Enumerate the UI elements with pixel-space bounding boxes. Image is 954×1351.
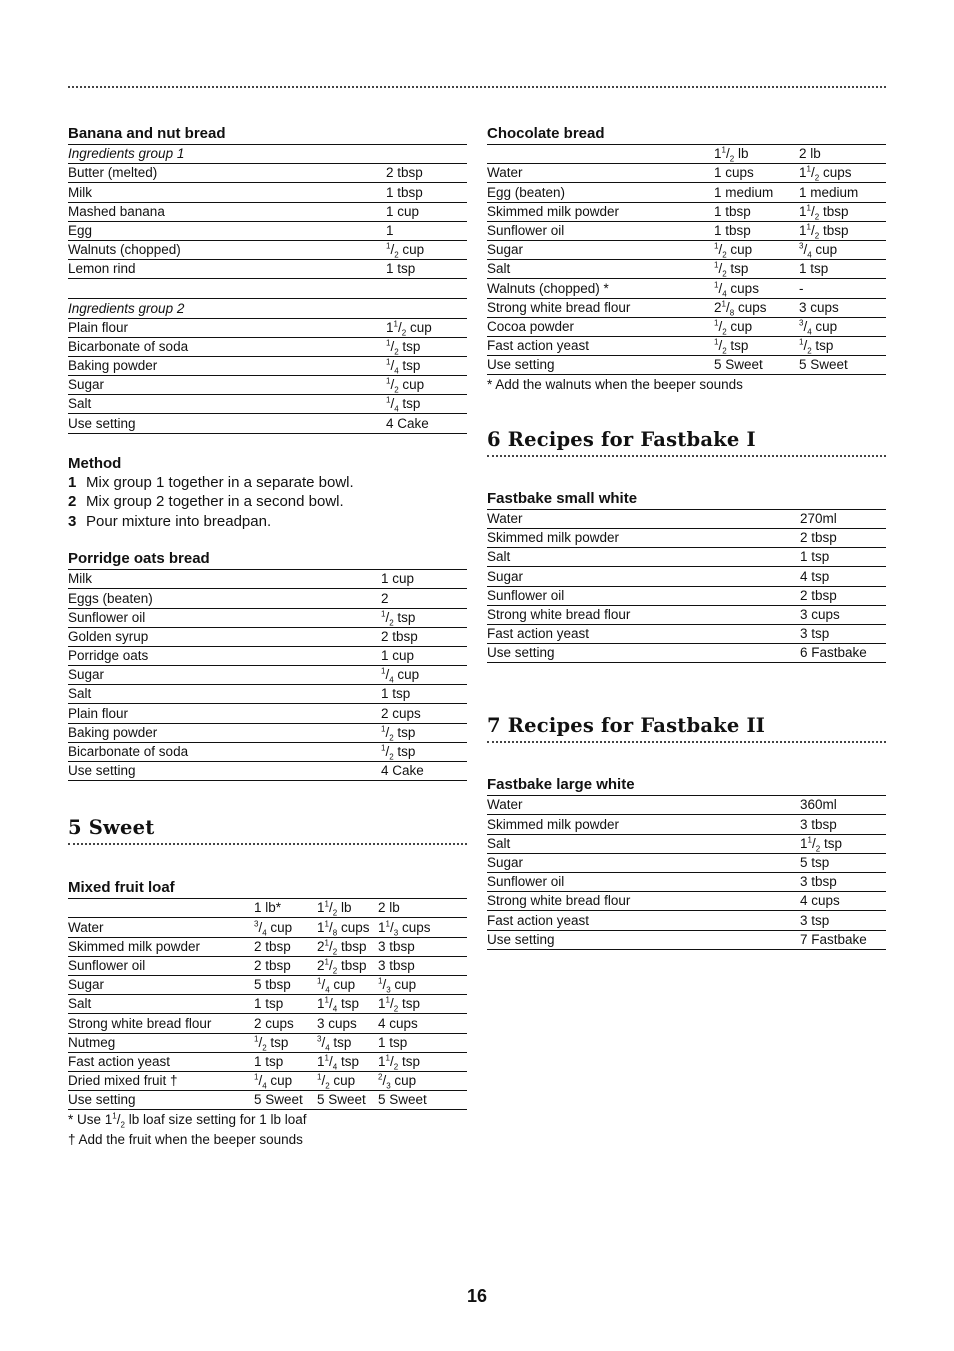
ingredient-name: Ingredients group 1 — [68, 145, 386, 164]
ingredient-name: Sunflower oil — [487, 586, 800, 605]
ingredient-name: Water — [487, 164, 714, 183]
ingredient-name: Sugar — [487, 240, 714, 259]
ingredient-quantity: 1 lb* — [254, 899, 317, 918]
fastbake-small-white-title: Fastbake small white — [487, 489, 886, 510]
ingredient-name: Water — [487, 796, 800, 815]
ingredient-quantity: 7 Fastbake — [800, 930, 886, 949]
table-row — [487, 930, 886, 949]
ingredient-quantity — [386, 299, 467, 318]
ingredient-quantity: 5 Sweet — [378, 1091, 467, 1110]
ingredient-group-label — [68, 145, 467, 164]
table-row — [487, 164, 886, 183]
ingredient-name: Eggs (beaten) — [68, 589, 381, 608]
table-row — [487, 892, 886, 911]
table-row — [487, 356, 886, 375]
ingredient-quantity: $1^1/_2$ tsp — [378, 1052, 467, 1071]
table-row — [487, 586, 886, 605]
table-row — [487, 911, 886, 930]
section-6-heading: 6 Recipes for Fastbake I — [487, 427, 886, 457]
table-row — [68, 183, 467, 202]
ingredient-quantity: $1^1/_2$ lb — [317, 899, 378, 918]
ingredient-quantity: 1 tsp — [799, 260, 886, 279]
step-number: 1 — [68, 473, 77, 491]
method-step — [68, 492, 467, 512]
ingredient-name: Porridge oats — [68, 646, 381, 665]
ingredient-quantity: 1 tsp — [254, 995, 317, 1014]
ingredient-quantity: $^1/_2$ cup — [386, 376, 467, 395]
ingredient-name: Plain flour — [68, 704, 381, 723]
ingredient-name: Strong white bread flour — [487, 892, 800, 911]
ingredient-name: Salt — [487, 260, 714, 279]
ingredient-name: Strong white bread flour — [487, 605, 800, 624]
table-row — [487, 624, 886, 643]
ingredient-name: Sugar — [487, 567, 800, 586]
table-row — [68, 742, 467, 761]
ingredient-name: Skimmed milk powder — [487, 815, 800, 834]
ingredient-name: Cocoa powder — [487, 317, 714, 336]
ingredient-quantity: $^1/_4$ tsp — [386, 395, 467, 414]
ingredient-name: Salt — [68, 685, 381, 704]
section-5-heading: 5 Sweet — [68, 815, 467, 845]
ingredient-quantity: $^1/_4$ tsp — [386, 356, 467, 375]
ingredient-quantity: 2 tbsp — [254, 937, 317, 956]
ingredient-name: Walnuts (chopped) — [68, 240, 386, 259]
ingredient-quantity: $^1/_2$ tsp — [714, 260, 799, 279]
ingredient-quantity: 1 tsp — [381, 685, 467, 704]
table-row — [487, 567, 886, 586]
ingredient-quantity: $2^1/_8$ cups — [714, 298, 799, 317]
ingredient-quantity: 4 Cake — [386, 414, 467, 433]
ingredient-name: Butter (melted) — [68, 164, 386, 183]
left-column — [68, 124, 467, 1149]
ingredient-quantity: 2 tbsp — [254, 956, 317, 975]
ingredient-quantity: 2 tbsp — [800, 586, 886, 605]
ingredient-quantity: 1 tbsp — [386, 183, 467, 202]
ingredient-name: Sunflower oil — [487, 873, 800, 892]
chocolate-note: * Add the walnuts when the beeper sounds — [487, 377, 743, 393]
ingredient-quantity: $^1/_2$ tsp — [381, 742, 467, 761]
ingredient-quantity: $^1/_2$ cup — [386, 240, 467, 259]
ingredient-name: Salt — [487, 834, 800, 853]
ingredient-name: Sugar — [68, 666, 381, 685]
ingredient-quantity: 3 cups — [799, 298, 886, 317]
table-row — [68, 918, 467, 937]
ingredient-quantity: 1 medium — [714, 183, 799, 202]
ingredient-quantity: 5 Sweet — [317, 1091, 378, 1110]
ingredient-quantity: 1 cup — [381, 646, 467, 665]
ingredient-quantity: $^1/_2$ tsp — [381, 608, 467, 627]
ingredient-quantity: 5 Sweet — [714, 356, 799, 375]
ingredient-quantity: $1^1/_2$ tbsp — [799, 202, 886, 221]
table-row — [68, 608, 467, 627]
table-row — [68, 1014, 467, 1033]
ingredient-quantity: 1 cup — [386, 202, 467, 221]
table-row — [68, 937, 467, 956]
table-row — [68, 995, 467, 1014]
ingredient-quantity: $1^1/_3$ cups — [378, 918, 467, 937]
table-row — [68, 202, 467, 221]
table-row — [68, 723, 467, 742]
ingredient-group-label — [68, 299, 467, 318]
ingredient-name: Egg — [68, 221, 386, 240]
ingredient-name: Sunflower oil — [68, 956, 254, 975]
table-row — [68, 762, 467, 781]
table-row — [68, 356, 467, 375]
fastbake-large-white-table — [487, 796, 886, 950]
ingredient-quantity: $^1/_2$ cup — [714, 240, 799, 259]
page-number: 16 — [466, 1286, 488, 1306]
ingredient-quantity: 1 cups — [714, 164, 799, 183]
ingredient-quantity: $1^1/_2$ tbsp — [799, 221, 886, 240]
table-row — [68, 589, 467, 608]
ingredient-quantity: $^1/_2$ tsp — [254, 1033, 317, 1052]
table-row — [487, 873, 886, 892]
ingredient-quantity: $1^1/_2$ tsp — [378, 995, 467, 1014]
ingredient-quantity: 2 tbsp — [381, 627, 467, 646]
ingredient-quantity: 4 tsp — [800, 567, 886, 586]
right-column — [487, 124, 886, 950]
ingredient-name: Water — [487, 510, 800, 529]
table-row — [487, 853, 886, 872]
ingredient-name: Egg (beaten) — [487, 183, 714, 202]
banana-bread-title: Banana and nut bread — [68, 124, 467, 145]
ingredient-quantity: $^1/_2$ cup — [714, 317, 799, 336]
method-steps — [68, 473, 467, 532]
ingredient-quantity: $^3/_4$ cup — [799, 317, 886, 336]
ingredient-quantity: $1^1/_2$ tsp — [800, 834, 886, 853]
table-row — [487, 336, 886, 355]
porridge-bread-table — [68, 570, 467, 781]
ingredient-name: Dried mixed fruit † — [68, 1071, 254, 1090]
ingredient-name: Milk — [68, 183, 386, 202]
step-text: Pour mixture into breadpan. — [86, 512, 272, 530]
step-number: 3 — [68, 512, 77, 530]
ingredient-name: Fast action yeast — [487, 336, 714, 355]
ingredient-quantity: 3 tbsp — [378, 937, 467, 956]
ingredient-quantity: $1^1/_4$ tsp — [317, 1052, 378, 1071]
ingredient-name: Salt — [68, 995, 254, 1014]
ingredient-name: Sugar — [68, 376, 386, 395]
chocolate-bread-title: Chocolate bread — [487, 124, 886, 145]
table-row — [68, 318, 467, 337]
ingredient-quantity: 1 medium — [799, 183, 886, 202]
step-text: Mix group 1 together in a separate bowl. — [86, 473, 354, 491]
table-row — [487, 644, 886, 663]
table-row — [68, 260, 467, 279]
ingredient-name: Use setting — [68, 762, 381, 781]
ingredient-name: Skimmed milk powder — [487, 202, 714, 221]
table-row — [487, 528, 886, 547]
ingredient-name: Water — [68, 918, 254, 937]
ingredient-quantity: 2 lb — [799, 145, 886, 164]
ingredient-name: Sunflower oil — [68, 608, 381, 627]
ingredient-quantity: $^1/_2$ tsp — [386, 337, 467, 356]
ingredient-name: Walnuts (chopped) * — [487, 279, 714, 298]
ingredient-quantity: $^1/_4$ cup — [381, 666, 467, 685]
mixed-fruit-notes — [68, 1110, 467, 1149]
ingredient-quantity: $^1/_2$ cup — [317, 1071, 378, 1090]
table-row — [68, 1033, 467, 1052]
ingredient-name: Salt — [68, 395, 386, 414]
ingredient-quantity: $1^1/_2$ cup — [386, 318, 467, 337]
ingredient-quantity: 5 Sweet — [254, 1091, 317, 1110]
table-row — [487, 834, 886, 853]
table-row — [68, 1091, 467, 1110]
ingredient-name: Baking powder — [68, 356, 386, 375]
ingredient-quantity — [386, 145, 467, 164]
ingredient-quantity: $^1/_2$ tsp — [714, 336, 799, 355]
column-header-row — [68, 899, 467, 918]
ingredient-name: Nutmeg — [68, 1033, 254, 1052]
ingredient-quantity: 1 tsp — [254, 1052, 317, 1071]
ingredient-quantity: 1 tbsp — [714, 202, 799, 221]
ingredient-quantity: 6 Fastbake — [800, 644, 886, 663]
table-row — [68, 240, 467, 259]
table-row — [487, 279, 886, 298]
ingredient-name: Use setting — [487, 356, 714, 375]
ingredient-quantity: $1^1/_2$ lb — [714, 145, 799, 164]
table-row — [487, 317, 886, 336]
porridge-bread-title: Porridge oats bread — [68, 549, 467, 570]
ingredient-quantity: $^1/_4$ cup — [317, 975, 378, 994]
table-row — [487, 221, 886, 240]
method-step — [68, 512, 467, 532]
table-row — [68, 395, 467, 414]
ingredient-quantity: 270ml — [800, 510, 886, 529]
ingredient-quantity: 3 tbsp — [378, 956, 467, 975]
ingredient-name: Use setting — [68, 1091, 254, 1110]
ingredient-name: Mashed banana — [68, 202, 386, 221]
table-row — [68, 221, 467, 240]
column-header-row — [487, 145, 886, 164]
footnote: † Add the fruit when the beeper sounds — [68, 1131, 303, 1147]
table-row — [68, 956, 467, 975]
table-row — [68, 975, 467, 994]
footnote: * Use $1^1/_2$ lb loaf size setting for 1 lb loaf — [68, 1111, 307, 1130]
ingredient-quantity: - — [799, 279, 886, 298]
ingredient-quantity: 1 cup — [381, 570, 467, 589]
table-row — [487, 183, 886, 202]
table-row — [68, 1052, 467, 1071]
table-row — [487, 796, 886, 815]
ingredient-name — [487, 145, 714, 164]
top-dotted-rule — [68, 86, 886, 88]
ingredient-quantity: 3 cups — [800, 605, 886, 624]
ingredient-quantity: 3 tsp — [800, 624, 886, 643]
section-7-heading: 7 Recipes for Fastbake II — [487, 713, 886, 743]
ingredient-name: Sugar — [487, 853, 800, 872]
method-title: Method — [68, 454, 122, 472]
ingredient-quantity: 1 — [386, 221, 467, 240]
table-row — [487, 260, 886, 279]
ingredient-quantity: 5 tsp — [800, 853, 886, 872]
ingredient-name: Golden syrup — [68, 627, 381, 646]
method-step — [68, 473, 467, 493]
ingredient-quantity: 1 tbsp — [714, 221, 799, 240]
ingredient-name: Fast action yeast — [487, 624, 800, 643]
ingredient-quantity: 2 lb — [378, 899, 467, 918]
ingredient-quantity: 5 tbsp — [254, 975, 317, 994]
ingredient-quantity: 3 tbsp — [800, 873, 886, 892]
ingredient-quantity: $1^1/_2$ cups — [799, 164, 886, 183]
ingredient-name: Ingredients group 2 — [68, 299, 386, 318]
fastbake-large-white-title: Fastbake large white — [487, 775, 886, 796]
table-row — [68, 414, 467, 433]
table-row — [68, 376, 467, 395]
ingredient-quantity: 2 cups — [381, 704, 467, 723]
ingredient-quantity: 3 tbsp — [800, 815, 886, 834]
ingredient-name: Use setting — [68, 414, 386, 433]
ingredient-quantity: $^2/_3$ cup — [378, 1071, 467, 1090]
table-row — [487, 202, 886, 221]
spacer-row — [68, 279, 467, 299]
ingredient-name: Fast action yeast — [487, 911, 800, 930]
ingredient-quantity: 5 Sweet — [799, 356, 886, 375]
chocolate-bread-table — [487, 145, 886, 375]
ingredient-quantity: 360ml — [800, 796, 886, 815]
ingredient-name: Sunflower oil — [487, 221, 714, 240]
fastbake-small-white-table — [487, 510, 886, 664]
table-row — [68, 570, 467, 589]
table-row — [487, 815, 886, 834]
ingredient-quantity: 4 cups — [378, 1014, 467, 1033]
ingredient-quantity: $^3/_4$ tsp — [317, 1033, 378, 1052]
ingredient-quantity: $1^1/_4$ tsp — [317, 995, 378, 1014]
step-number: 2 — [68, 493, 77, 511]
ingredient-name: Fast action yeast — [68, 1052, 254, 1071]
ingredient-quantity: 2 tbsp — [800, 528, 886, 547]
ingredient-quantity: $^1/_2$ tsp — [799, 336, 886, 355]
ingredient-quantity: $1^1/_8$ cups — [317, 918, 378, 937]
ingredient-quantity: $2^1/_2$ tbsp — [317, 956, 378, 975]
ingredient-quantity: 1 tsp — [386, 260, 467, 279]
ingredient-name: Skimmed milk powder — [68, 937, 254, 956]
ingredient-quantity: 1 tsp — [378, 1033, 467, 1052]
ingredient-name: Milk — [68, 570, 381, 589]
table-row — [68, 685, 467, 704]
ingredient-quantity: $^1/_4$ cup — [254, 1071, 317, 1090]
ingredient-quantity: 3 cups — [317, 1014, 378, 1033]
ingredient-name — [68, 899, 254, 918]
ingredient-name: Use setting — [487, 644, 800, 663]
table-row — [68, 337, 467, 356]
mixed-fruit-loaf-table — [68, 899, 467, 1110]
ingredient-name: Strong white bread flour — [487, 298, 714, 317]
ingredient-quantity: 4 cups — [800, 892, 886, 911]
ingredient-quantity: $^1/_4$ cups — [714, 279, 799, 298]
ingredient-quantity: $^3/_4$ cup — [254, 918, 317, 937]
ingredient-quantity: 2 tbsp — [386, 164, 467, 183]
ingredient-quantity: 2 cups — [254, 1014, 317, 1033]
ingredient-name: Bicarbonate of soda — [68, 742, 381, 761]
table-row — [68, 164, 467, 183]
table-row — [68, 646, 467, 665]
table-row — [487, 240, 886, 259]
ingredient-name: Baking powder — [68, 723, 381, 742]
table-row — [68, 627, 467, 646]
table-row — [487, 510, 886, 529]
ingredient-name: Strong white bread flour — [68, 1014, 254, 1033]
ingredient-name: Bicarbonate of soda — [68, 337, 386, 356]
ingredient-quantity: 1 tsp — [800, 548, 886, 567]
ingredient-quantity: $^1/_2$ tsp — [381, 723, 467, 742]
table-row — [487, 548, 886, 567]
step-text: Mix group 2 together in a second bowl. — [86, 493, 344, 511]
ingredient-quantity: $2^1/_2$ tbsp — [317, 937, 378, 956]
ingredient-quantity: 2 — [381, 589, 467, 608]
ingredient-quantity: 3 tsp — [800, 911, 886, 930]
ingredient-name: Sugar — [68, 975, 254, 994]
table-row — [487, 605, 886, 624]
banana-bread-table — [68, 145, 467, 434]
ingredient-quantity: $^1/_3$ cup — [378, 975, 467, 994]
table-row — [68, 1071, 467, 1090]
ingredient-name: Skimmed milk powder — [487, 528, 800, 547]
ingredient-name: Use setting — [487, 930, 800, 949]
ingredient-quantity: $^3/_4$ cup — [799, 240, 886, 259]
table-row — [487, 298, 886, 317]
table-row — [68, 704, 467, 723]
ingredient-name: Plain flour — [68, 318, 386, 337]
ingredient-name: Lemon rind — [68, 260, 386, 279]
ingredient-quantity: 4 Cake — [381, 762, 467, 781]
ingredient-name: Salt — [487, 548, 800, 567]
mixed-fruit-loaf-title: Mixed fruit loaf — [68, 878, 467, 899]
table-row — [68, 666, 467, 685]
